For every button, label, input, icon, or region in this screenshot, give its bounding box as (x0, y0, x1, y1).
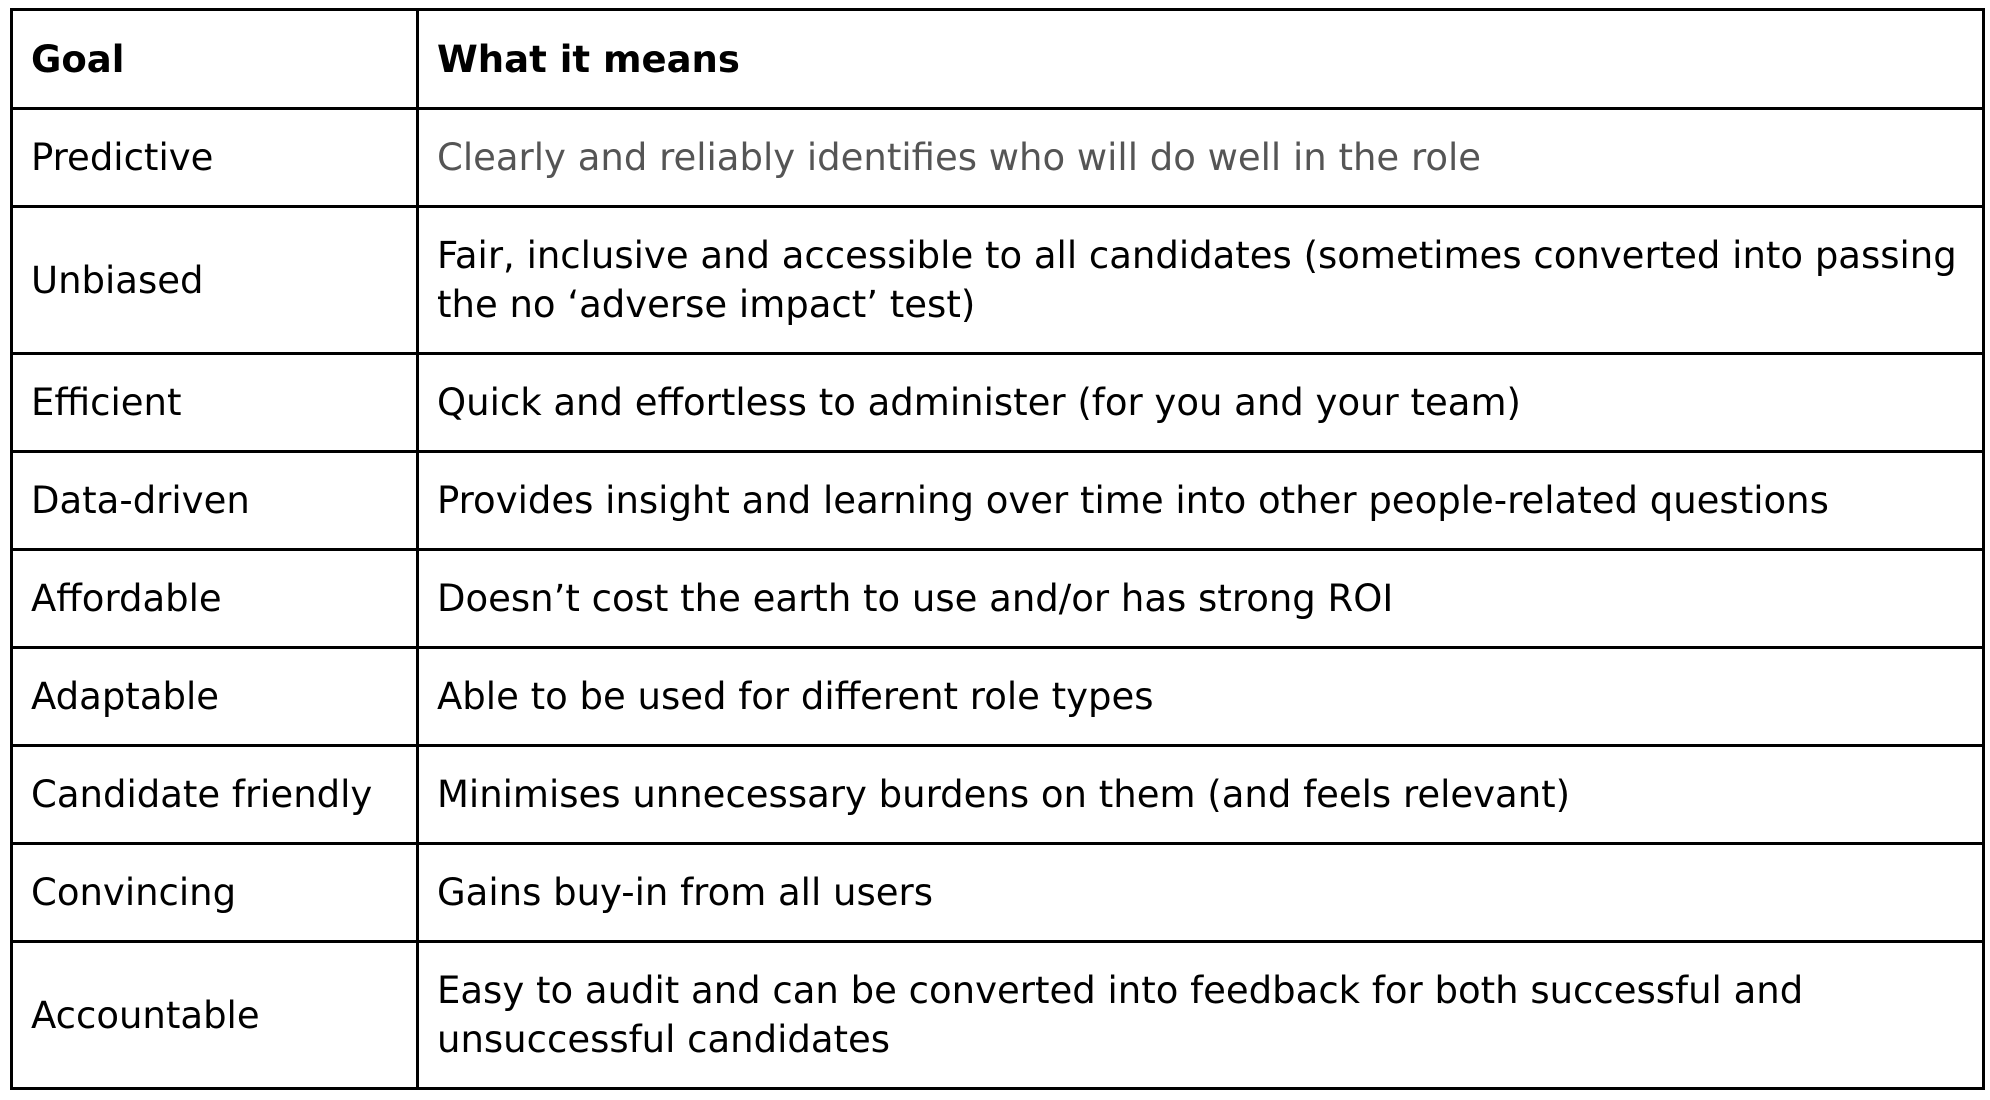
goal-cell: Adaptable (12, 648, 418, 746)
table-row (12, 452, 1984, 550)
goal-cell: Affordable (12, 550, 418, 648)
table-row (12, 109, 1984, 207)
meaning-cell: Clearly and reliably identifies who will do well in the role (418, 109, 1984, 207)
header-what-it-means: What it means (418, 10, 1984, 109)
header-goal: Goal (12, 10, 418, 109)
meaning-cell: Easy to audit and can be converted into feedback for both successful and unsuccessful candidates (418, 942, 1984, 1089)
table-row (12, 550, 1984, 648)
meaning-cell: Doesn’t cost the earth to use and/or has strong ROI (418, 550, 1984, 648)
goal-cell: Unbiased (12, 207, 418, 354)
goal-cell: Predictive (12, 109, 418, 207)
meaning-cell: Able to be used for different role types (418, 648, 1984, 746)
table-row (12, 207, 1984, 354)
goal-cell: Convincing (12, 844, 418, 942)
goals-table (10, 8, 1985, 1090)
meaning-cell: Gains buy-in from all users (418, 844, 1984, 942)
table-row (12, 354, 1984, 452)
goal-cell: Accountable (12, 942, 418, 1089)
meaning-cell: Quick and effortless to administer (for you and your team) (418, 354, 1984, 452)
goal-cell: Efficient (12, 354, 418, 452)
table-row (12, 648, 1984, 746)
table-row (12, 942, 1984, 1089)
table-header-row (12, 10, 1984, 109)
table-row (12, 844, 1984, 942)
goal-cell: Data-driven (12, 452, 418, 550)
table-row (12, 746, 1984, 844)
meaning-cell: Minimises unnecessary burdens on them (and feels relevant) (418, 746, 1984, 844)
goal-cell: Candidate friendly (12, 746, 418, 844)
meaning-cell: Fair, inclusive and accessible to all candidates (sometimes converted into passing the no ‘adverse impact’ test) (418, 207, 1984, 354)
meaning-cell: Provides insight and learning over time into other people-related questions (418, 452, 1984, 550)
